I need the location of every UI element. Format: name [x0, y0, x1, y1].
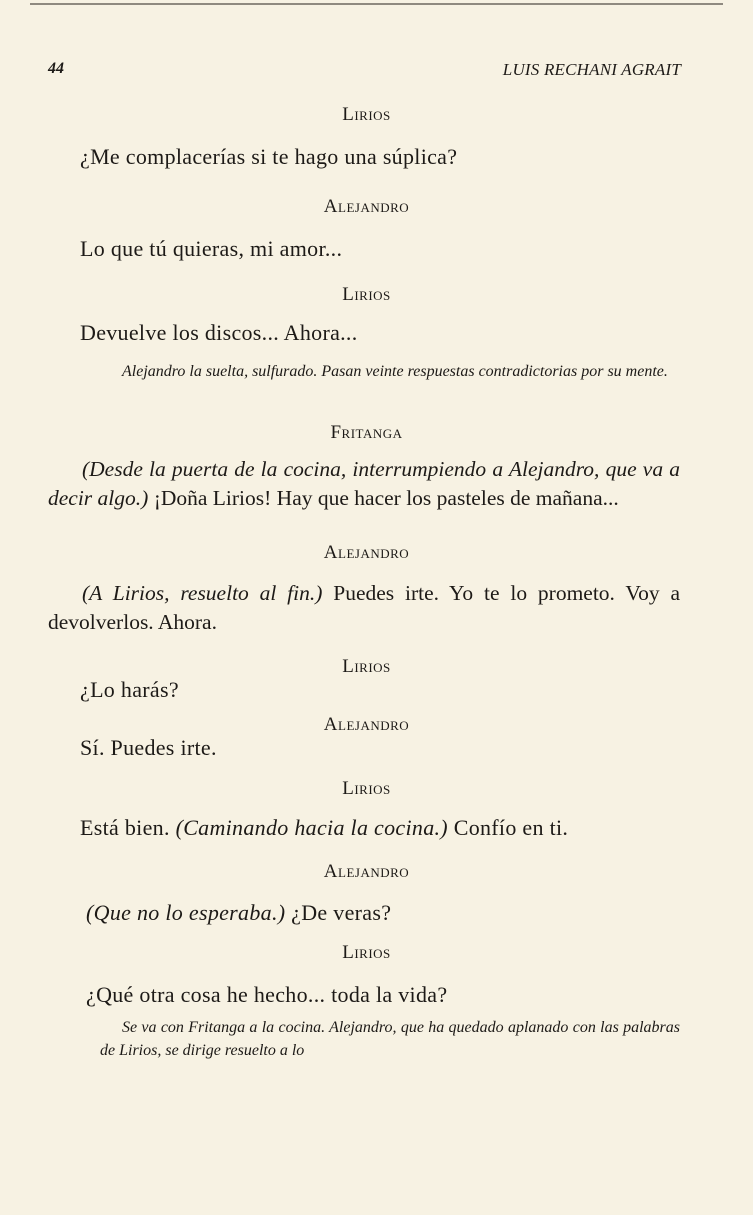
stage-direction: Se va con Fritanga a la cocina. Alejandro, que ha quedado aplanado con las palabras de Lirios, se dirige resuelto a lo — [100, 1019, 680, 1059]
speaker-name: Lirios — [342, 284, 391, 305]
page-number: 44 — [48, 60, 64, 77]
dialogue-text: Está bien. — [80, 815, 176, 840]
speaker-name: Alejandro — [323, 714, 410, 735]
stage-direction-inline: (Que no lo esperaba.) — [86, 900, 286, 925]
dialogue-line: Lo que tú quieras, mi amor... — [80, 236, 343, 261]
top-rule — [30, 3, 723, 5]
speaker-name: Lirios — [342, 104, 391, 125]
dialogue-text: ¿De veras? — [285, 900, 392, 925]
dialogue-line: Sí. Puedes irte. — [80, 735, 217, 760]
dialogue-line — [80, 815, 568, 841]
speaker-name: Alejandro — [323, 542, 410, 563]
speaker-name: Lirios — [342, 656, 391, 677]
dialogue-line: ¿Me complacerías si te hago una súplica? — [80, 144, 458, 169]
dialogue-line: Devuelve los discos... Ahora... — [80, 320, 358, 345]
dialogue-text: ¡Doña Lirios! Hay que hacer los pasteles de mañana... — [148, 485, 619, 510]
dialogue-text: Confío en ti. — [447, 815, 569, 840]
dialogue-paragraph — [48, 455, 680, 512]
dialogue-line — [86, 900, 391, 926]
stage-direction: Alejandro la suelta, sulfurado. Pasan veinte respuestas contradictorias por su mente. — [122, 363, 668, 380]
dialogue-line: ¿Qué otra cosa he hecho... toda la vida? — [86, 982, 448, 1007]
stage-direction-inline: (Desde la puerta de la cocina, interrumpiendo a Alejandro, que va a decir algo.) — [48, 457, 680, 510]
stage-direction-inline: (A Lirios, resuelto al fin.) — [82, 581, 323, 605]
speaker-name: Fritanga — [330, 422, 403, 443]
speaker-name: Alejandro — [323, 861, 410, 882]
speaker-name: Lirios — [342, 778, 391, 799]
stage-direction-inline: (Caminando hacia la cocina.) — [175, 815, 448, 840]
speaker-name: Lirios — [342, 942, 391, 963]
speaker-name: Alejandro — [323, 196, 410, 217]
dialogue-line: ¿Lo harás? — [80, 677, 179, 702]
dialogue-text: Puedes irte. Yo te lo prometo. Voy a devolverlos. Ahora. — [48, 581, 681, 634]
running-head: LUIS RECHANI AGRAIT — [502, 60, 681, 79]
dialogue-paragraph — [48, 579, 680, 636]
